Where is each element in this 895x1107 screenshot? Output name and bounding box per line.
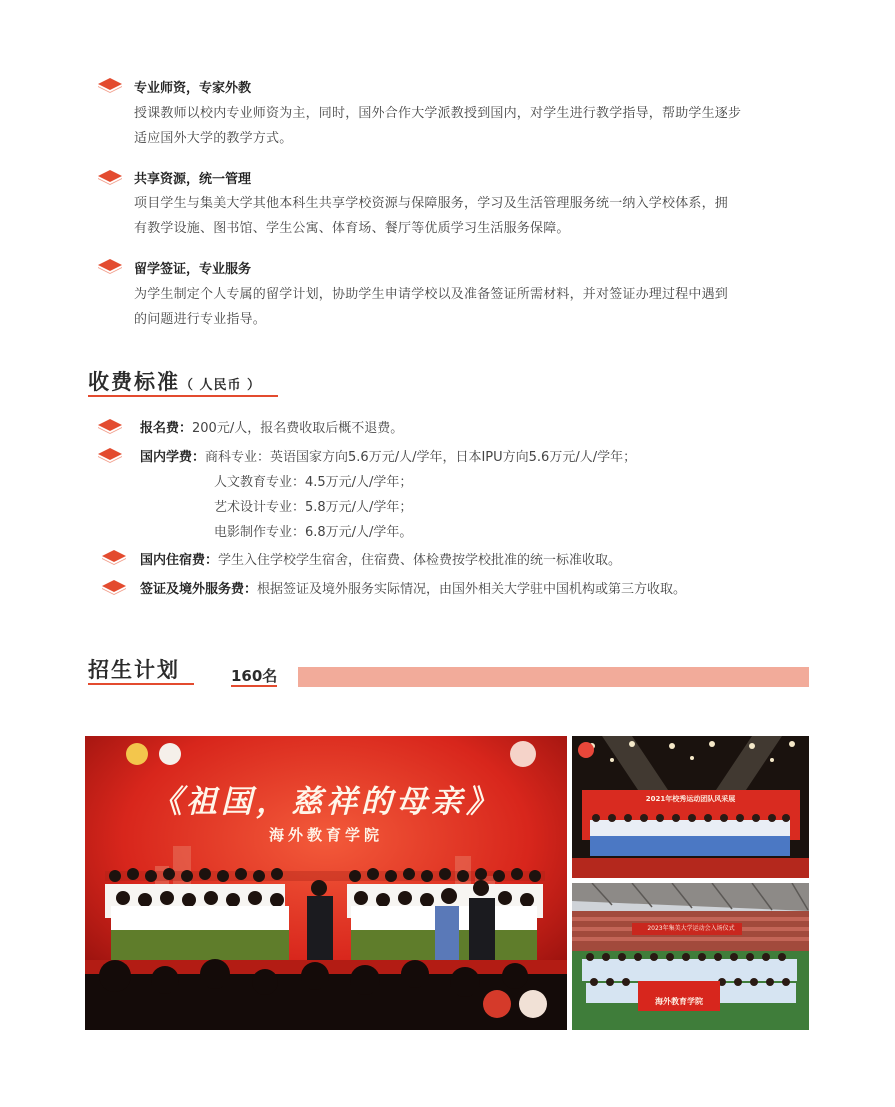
diamond-bullet-icon [97,169,123,185]
fee-item [140,446,636,465]
stadium-banner: 2023年集美大学运动会入场仪式 [647,925,735,932]
fees-title-text: 收费标准 [88,370,180,394]
fee-text: 根据签证及境外服务实际情况，由国外相关大学驻中国机构或第三方收取。 [257,582,687,597]
diamond-bullet-icon [101,549,127,565]
banner-subtitle: 海外教育学院 [268,826,383,844]
decorative-bar [298,667,809,687]
tuition-line: 艺术设计专业：5.8万元/人/学年； [214,500,413,515]
feature-text: 适应国外大学的教学方式。 [134,131,293,146]
feature-title: 共享资源，统一管理 [134,172,252,187]
feature-text: 的问题进行专业指导。 [134,312,267,327]
section-underline [88,683,194,685]
diamond-bullet-icon [97,77,123,93]
feature-text: 有教学设施、图书馆、学生公寓、体育场、餐厅等优质学习生活服务保障。 [134,221,570,236]
diamond-bullet-icon [97,418,123,434]
fee-label: 签证及境外服务费： [140,582,258,597]
tuition-line: 电影制作专业：6.8万元/人/学年。 [214,525,413,540]
fee-label: 报名费： [140,421,193,436]
fee-item [140,578,686,597]
quota-value: 160名 [231,667,278,685]
diamond-bullet-icon [97,447,123,463]
fee-text: 商科专业：英语国家方向5.6万元/人/学年，日本IPU方向5.6万元/人/学年； [205,450,637,465]
choir-photo [85,736,567,1030]
fee-item [140,417,403,436]
feature-text: 项目学生与集美大学其他本科生共享学校资源与保障服务，学习及生活管理服务统一纳入学校体系，拥 [134,196,729,211]
fee-label: 国内住宿费： [140,553,219,568]
diamond-bullet-icon [101,579,127,595]
banner-title: 《祖国，慈祥的母亲》 [151,784,501,820]
fee-label: 国内学费： [140,450,206,465]
feature-title: 专业师资，专家外教 [134,81,252,96]
fee-text: 学生入住学校学生宿舍，住宿费、体检费按学校批准的统一标准收取。 [218,553,622,568]
currency-note: （ 人民币 ） [180,378,262,393]
sports-team-photo [572,736,809,878]
fee-text: 200元/人，报名费收取后概不退费。 [192,421,404,436]
enrollment-title: 招生计划 [88,658,180,682]
stadium-photo [572,883,809,1030]
team-banner: 2021年校秀运动团队风采展 [645,795,736,803]
feature-title: 留学签证，专业服务 [134,262,252,277]
section-underline [88,395,278,397]
fee-item [140,549,621,568]
feature-text: 为学生制定个人专属的留学计划，协助学生申请学校以及准备签证所需材料，并对签证办理过程中遇到 [134,287,729,302]
flag-text: 海外教育学院 [655,997,703,1006]
diamond-bullet-icon [97,258,123,274]
tuition-line: 人文教育专业：4.5万元/人/学年； [214,475,413,490]
quota-underline [231,685,277,687]
fees-title [88,366,261,396]
feature-text: 授课教师以校内专业师资为主，同时，国外合作大学派教授到国内，对学生进行教学指导，帮助学生逐步 [134,106,742,121]
